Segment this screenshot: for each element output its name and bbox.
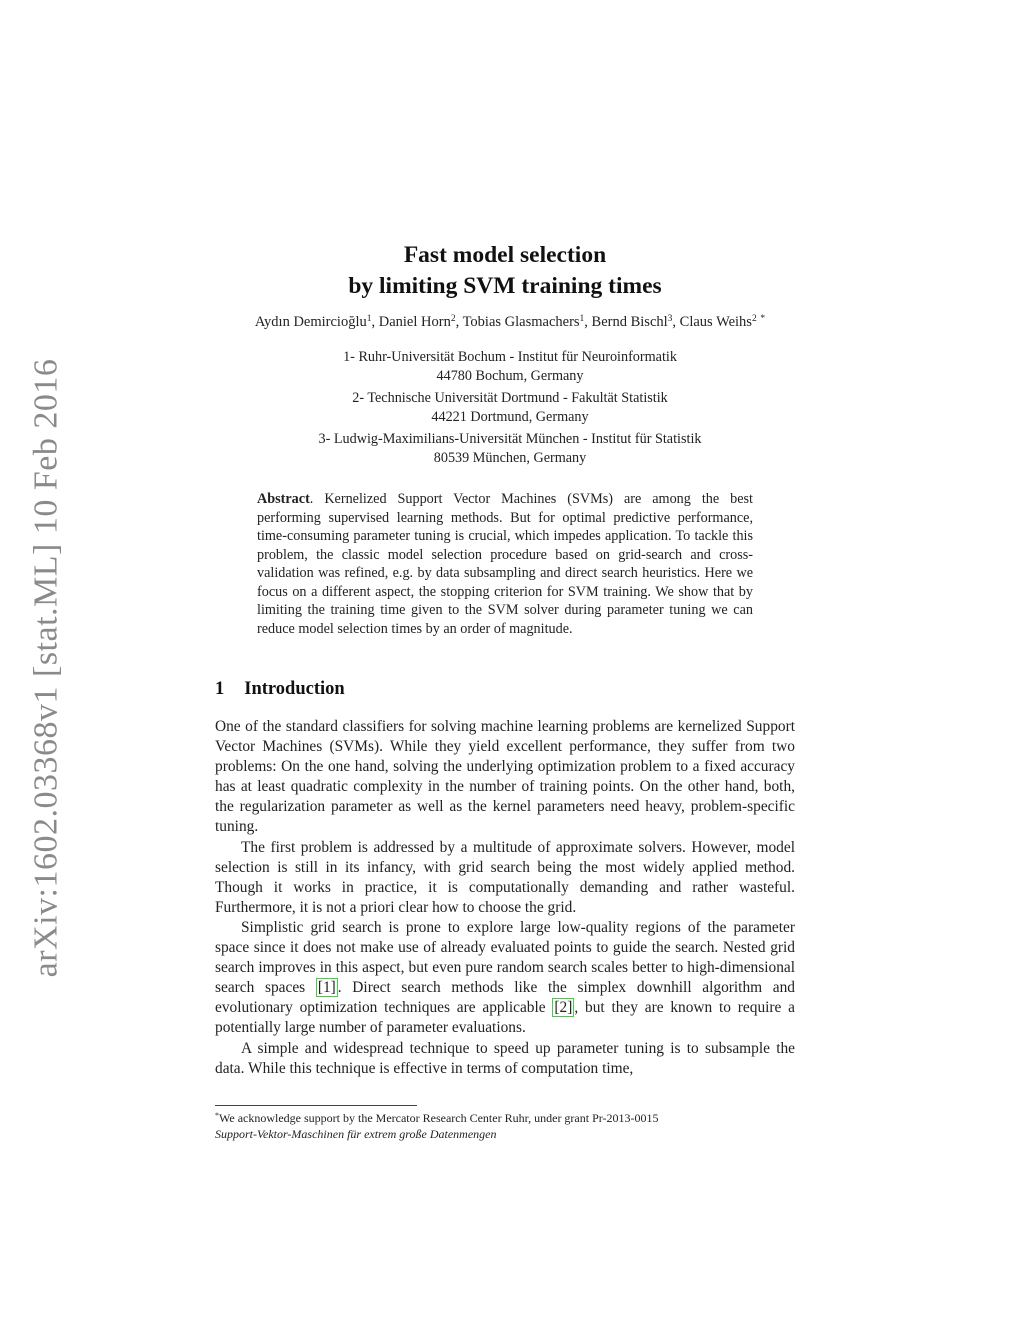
footnote xyxy=(215,1110,815,1142)
author-sep: , xyxy=(584,314,592,330)
author-affil-mark: 2 xyxy=(450,314,456,324)
section-heading xyxy=(215,679,345,700)
affiliation xyxy=(210,389,810,427)
citation-link[interactable]: [2] xyxy=(554,999,573,1017)
paragraph-text: Simplistic grid search is prone to explore large low-quality regions of the parameter space since it does not make use of already evaluated points to guide the search. Nested grid search improves in this aspect, but even pure random search scales better to high-dimensional search spaces xyxy=(215,918,795,997)
paragraph xyxy=(215,918,795,1039)
author-affil-mark: 3 xyxy=(667,314,673,324)
paragraph: One of the standard classifiers for solving machine learning problems are kernelized Support Vector Machines (SVMs). While they yield excellent performance, they suffer from two problems: On the one hand, solving the underlying optimization problem to a fixed accuracy has at least quadratic complexity in the number of training points. On the other hand, both, the regularization parameter as well as the kernel parameters need heavy, problem-specific tuning. xyxy=(215,718,795,836)
author-sep: , xyxy=(371,314,379,330)
author-affil-mark: 1 xyxy=(366,314,372,324)
affiliation-institute: 1- Ruhr-Universität Bochum - Institut für Neuroinformatik xyxy=(343,349,677,365)
paragraph: The first problem is addressed by a multitude of approximate solvers. However, model selection is still in its infancy, with grid search being the most widely applied method. Though it works in practice, it is computationally demanding and rather wasteful. Furthermore, it is not a priori clear how to choose the grid. xyxy=(215,838,795,916)
abstract-text: . Kernelized Support Vector Machines (SVMs) are among the best performing supervised learning methods. But for optimal predictive performance, time-consuming parameter tuning is crucial, which impedes application. To tackle this problem, the classic model selection procedure based on grid-search and cross-validation was refined, e.g. by data subsampling and direct search heuristics. Here we focus on a different aspect, the stopping criterion for SVM training. We show that by limiting the training time given to the SVM solver during parameter tuning we can reduce model selection times by an order of magnitude. xyxy=(257,491,753,637)
author: Tobias Glasmachers xyxy=(462,314,580,330)
author-footnote-mark: * xyxy=(760,314,766,324)
paragraph-text: . Direct search methods like the simplex downhill algorithm and evolutionary optimization techniques are applicable xyxy=(215,979,795,1017)
affiliation-address: 44780 Bochum, Germany xyxy=(436,368,584,384)
author-sep: , xyxy=(455,314,463,330)
affiliation-address: 44221 Dortmund, Germany xyxy=(431,409,589,425)
title-line-2: by limiting SVM training times xyxy=(348,273,662,299)
abstract xyxy=(257,490,753,638)
paper-title xyxy=(210,240,800,302)
author-sep: , xyxy=(672,314,680,330)
affiliation-institute: 2- Technische Universität Dortmund - Fakultät Statistik xyxy=(352,390,668,406)
paragraph: A simple and widespread technique to speed up parameter tuning is to subsample the data. While this technique is effective in terms of computation time, xyxy=(215,1039,795,1077)
title-line-1: Fast model selection xyxy=(403,242,607,268)
author: Bernd Bischl xyxy=(591,314,668,330)
footnote-mark: * xyxy=(215,1111,219,1120)
footnote-divider xyxy=(215,1105,417,1106)
footnote-text: We acknowledge support by the Mercator Research Center Ruhr, under grant Pr-2013-0015 xyxy=(219,1111,659,1125)
body-text xyxy=(215,717,795,1079)
affiliation xyxy=(210,348,810,386)
paragraph-text: , but they are known to require a potentially large number of parameter evaluations. xyxy=(215,999,795,1037)
footnote-line-2: Support-Vektor-Maschinen für extrem große Datenmengen xyxy=(215,1127,497,1141)
affiliation-institute: 3- Ludwig-Maximilians-Universität München - Institut für Statistik xyxy=(318,431,702,447)
section-title: Introduction xyxy=(244,679,345,699)
arxiv-stamp xyxy=(28,348,64,988)
author: Aydın Demircioğlu xyxy=(254,314,367,330)
affiliations xyxy=(210,348,810,471)
citation-link[interactable]: [1] xyxy=(317,979,336,997)
abstract-label: Abstract xyxy=(257,491,310,507)
affiliation xyxy=(210,430,810,468)
author: Claus Weihs xyxy=(679,314,752,330)
affiliation-address: 80539 München, Germany xyxy=(433,450,587,466)
author: Daniel Horn xyxy=(378,314,451,330)
author-list xyxy=(150,314,870,331)
section-number: 1 xyxy=(215,679,225,699)
arxiv-stamp-text: arXiv:1602.03368v1 [stat.ML] 10 Feb 2016 xyxy=(27,358,64,978)
footnote-line-1 xyxy=(215,1110,815,1126)
author-affil-mark: 2 xyxy=(751,314,757,324)
author-affil-mark: 1 xyxy=(579,314,585,324)
